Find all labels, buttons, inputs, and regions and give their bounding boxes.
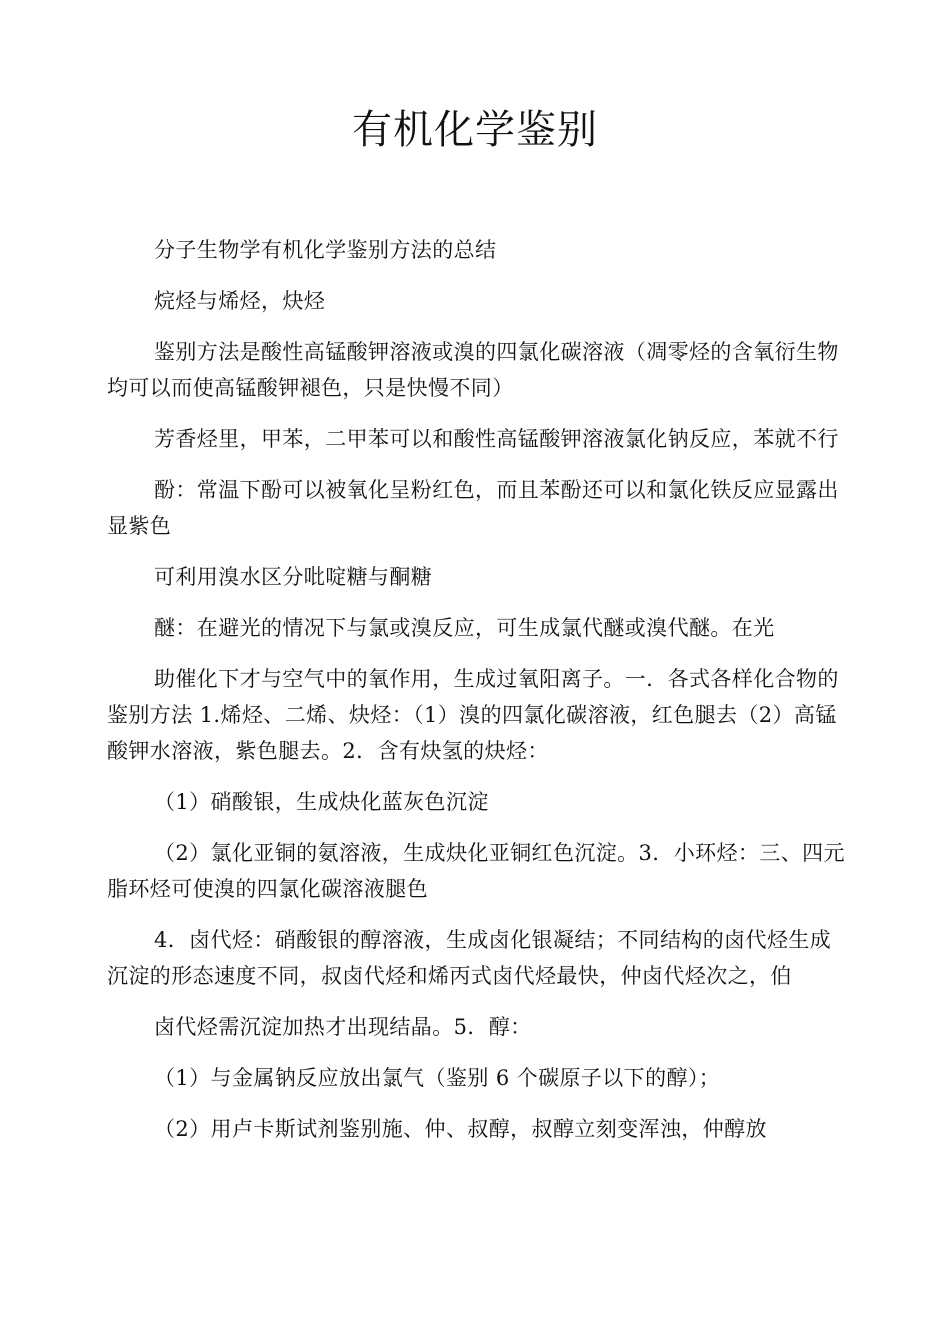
paragraph-bromine-water: 可利用溴水区分吡啶糖与酮糖	[154, 565, 433, 589]
document-body	[107, 232, 852, 1162]
paragraph-phenol: 酚：常温下酚可以被氧化呈粉红色，而且苯酚还可以和氯化铁反应显露出显紫色	[107, 478, 839, 538]
paragraph-intro: 分子生物学有机化学鉴别方法的总结	[154, 238, 497, 262]
paragraph-cuprous-chloride: （2）氯化亚铜的氨溶液，生成炔化亚铜红色沉淀。3．小环烃：三、四元脂环烃可使溴的四氯化碳溶液腿色	[107, 841, 845, 901]
paragraph-lucas-reagent: （2）用卢卡斯试剂鉴别施、仲、叔醇，叔醇立刻变浑浊，仲醇放	[154, 1117, 767, 1141]
paragraph-identification-method: 鉴别方法是酸性高锰酸钾溶液或溴的四氯化碳溶液（凋零烃的含氧衍生物均可以而使高锰酸钾褪色，只是快慢不同）	[107, 340, 839, 400]
paragraph-catalysis: 助催化下才与空气中的氧作用，生成过氧阳离子。一．各式各样化合物的鉴别方法 1.烯烃、二烯、炔烃：（1）溴的四氯化碳溶液，红色腿去（2）高锰酸钾水溶液，紫色腿去。2．含有炔氢的炔烃：	[107, 667, 839, 763]
paragraph-halide: 4．卤代烃：硝酸银的醇溶液，生成卤化银凝结；不同结构的卤代烃生成沉淀的形态速度不同，叔卤代烃和烯丙式卤代烃最快，仲卤代烃次之，伯	[107, 928, 832, 988]
paragraph-aromatic: 芳香烃里，甲苯，二甲苯可以和酸性高锰酸钾溶液氯化钠反应，苯就不行	[154, 427, 839, 451]
paragraph-silver-nitrate: （1）硝酸银，生成炔化蓝灰色沉淀	[154, 790, 489, 814]
paragraph-alkane-heading: 烷烃与烯烃，炔烃	[154, 289, 326, 313]
document-title: 有机化学鉴别	[352, 107, 598, 153]
paragraph-sodium: （1）与金属钠反应放出氯气（鉴别 6 个碳原子以下的醇）；	[154, 1066, 721, 1090]
paragraph-ether: 醚：在避光的情况下与氯或溴反应，可生成氯代醚或溴代醚。在光	[154, 616, 775, 640]
paragraph-primary-halide: 卤代烃需沉淀加热才出现结晶。5．醇：	[154, 1015, 532, 1039]
